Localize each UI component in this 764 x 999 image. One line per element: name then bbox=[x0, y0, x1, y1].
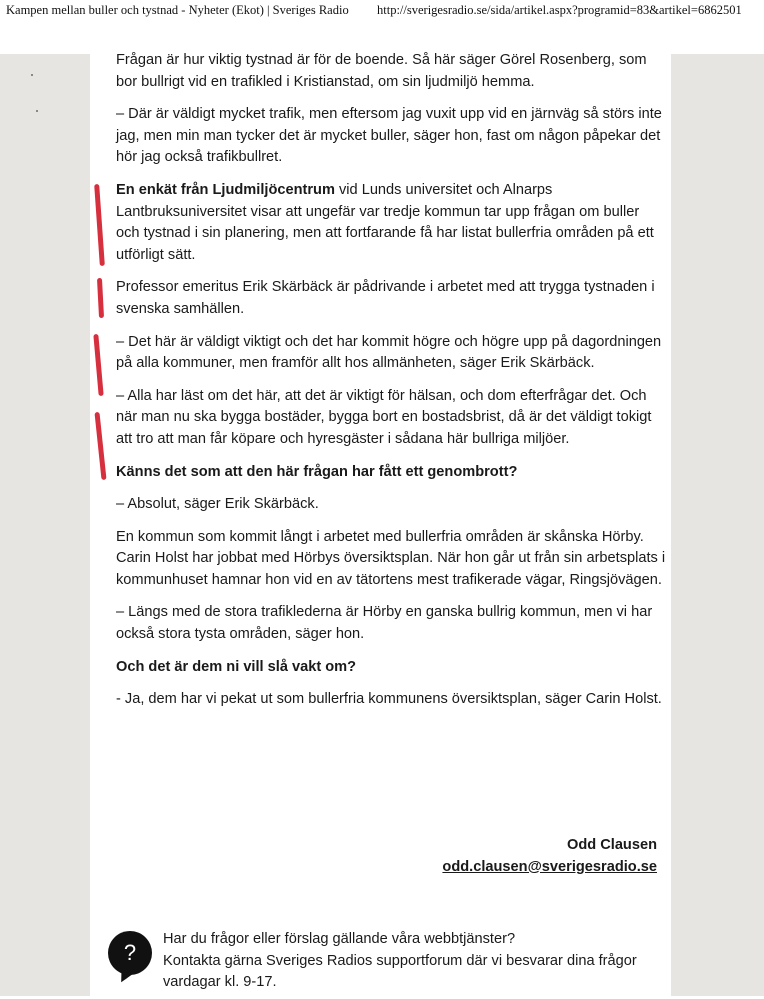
article-paragraph: – Alla har läst om det här, att det är viktigt för hälsan, och dom efterfrågar det. Och när man nu ska bygga bostäder, bygga bort en bostadsbrist, då är det väldigt tokigt att tro att man får köpare och hyresgäster i sådana här bullriga miljöer. bbox=[116, 387, 652, 447]
right-margin-band bbox=[671, 54, 764, 996]
article-paragraph: Frågan är hur viktig tystnad är för de boende. Så här säger Görel Rosenberg, som bor bullrigt vid en trafikled i Kristianstad, om sin ljudmiljö hemma. bbox=[116, 52, 647, 90]
article-paragraph: Professor emeritus Erik Skärbäck är pådrivande i arbetet med att trygga tystnaden i svenska samhällen. bbox=[116, 279, 655, 317]
author-email-link[interactable]: odd.clausen@sverigesradio.se bbox=[442, 858, 657, 875]
paragraph-text: vid Lunds universitet och Alnarps Lantbruksuniversitet visar att ungefär var tredje kommun tar upp frågan om buller och tystnad i sin planering, men att fortfarande få har listat bullerfria områden på ett utförligt sätt. bbox=[116, 181, 654, 263]
support-text bbox=[163, 929, 663, 994]
interview-question: Känns det som att den här frågan har fått ett genombrott? bbox=[116, 463, 518, 480]
red-pen-mark bbox=[97, 278, 104, 318]
red-pen-mark bbox=[94, 184, 105, 266]
article-paragraph: - Ja, dem har vi pekat ut som bullerfria kommunens översiktsplan, säger Carin Holst. bbox=[116, 691, 662, 708]
article-paragraph: – Det här är väldigt viktigt och det har kommit högre och högre upp på dagordningen på alla kommuner, men framför allt hos allmänheten, säger Erik Skärbäck. bbox=[116, 333, 662, 372]
red-pen-mark bbox=[94, 412, 106, 480]
red-pen-mark bbox=[93, 334, 103, 396]
article-paragraph: En kommun som kommit långt i arbetet med bullerfria områden är skånska Hörby. Carin Holst har jobbat med Hörbys översiktsplan. När hon går ut från sin arbetsplats i kommunhuset hamnar hon vid en av tätortens mest trafikerade vägar, Ringsjövägen. bbox=[116, 528, 666, 588]
left-margin-band bbox=[0, 54, 90, 996]
question-bubble-icon: ? bbox=[108, 931, 152, 975]
article-paragraph: – Absolut, säger Erik Skärbäck. bbox=[116, 496, 319, 513]
article-paragraph bbox=[116, 180, 666, 266]
interview-question: Och det är dem ni vill slå vakt om? bbox=[116, 658, 357, 675]
article-paragraph: – Där är väldigt mycket trafik, men eftersom jag vuxit upp vid en järnväg så störs inte jag, men min man tycker det är mycket buller, säger hon, fast om någon påpekar det hör jag också trafikbullret. bbox=[116, 106, 662, 166]
survey-link-text[interactable]: En enkät från Ljudmiljöcentrum bbox=[116, 181, 335, 198]
page-url[interactable]: http://sverigesradio.se/sida/artikel.aspx?programid=83&artikel=6862501 bbox=[377, 3, 742, 17]
support-line: Har du frågor eller förslag gällande våra webbtjänster? bbox=[163, 931, 516, 947]
article-body bbox=[116, 50, 666, 722]
page-title: Kampen mellan buller och tystnad - Nyheter (Ekot) | Sveriges Radio bbox=[6, 3, 349, 17]
scan-speck bbox=[36, 110, 38, 112]
byline bbox=[442, 835, 657, 878]
author-name: Odd Clausen bbox=[566, 837, 657, 853]
support-box bbox=[108, 929, 668, 999]
print-header bbox=[6, 3, 764, 23]
scan-speck bbox=[31, 74, 33, 76]
support-line: Kontakta gärna Sveriges Radios supportforum där vi besvarar dina frågor vardagar kl. 9-17. bbox=[163, 952, 637, 991]
article-paragraph: – Längs med de stora trafiklederna är Hörby en ganska bullrig kommun, men vi har också stora tysta områden, säger hon. bbox=[116, 604, 653, 643]
